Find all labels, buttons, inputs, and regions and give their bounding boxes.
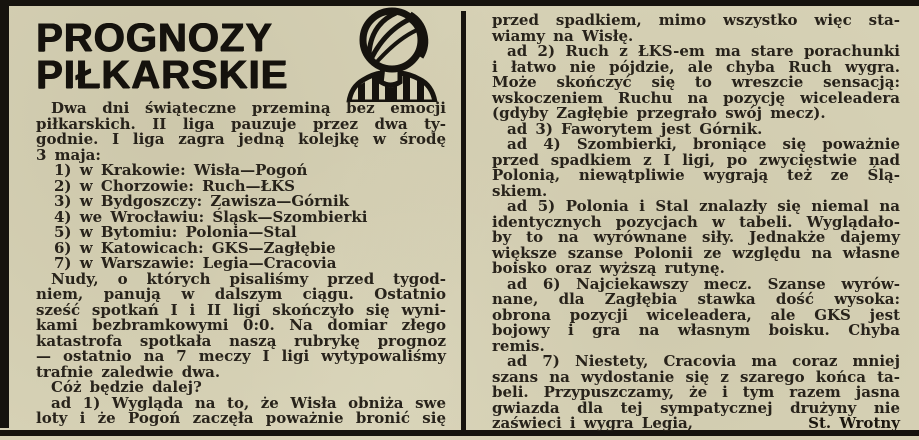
headline-line-1: PROGNOZY [36,16,273,60]
article-line: identycznych pozycjach w tabeli. Wyglądało- [492,212,900,231]
article-line: 3 maja: [36,145,101,164]
article-line: obrona pozycji wiceleadera, ale GKS jest [492,305,900,324]
article-line: trafnie zaledwie dwa. [36,362,221,381]
article-line: godnie. I liga zagra jedną kolejkę w środę [36,130,446,148]
column-divider-rule [461,11,466,431]
article-line: gwiazda dla tej sympatycznej drużyny nie [492,398,900,417]
article-line: bojowy i gra na własnym boisku. Chyba [492,321,900,339]
article-line: 6) w Katowicach: GKS—Zagłębie [54,238,336,257]
article-line: by to na wyrównane siły. Jednakże dajemy [492,228,900,246]
article-line: 4) we Wrocławiu: Śląsk—Szombierki [54,207,368,226]
article-line: i łatwo nie pójdzie, ale chyba Ruch wygra. [492,57,900,76]
article-line: (gdyby Zagłębie przegrało swój mecz). [492,104,826,122]
page-title [36,16,289,97]
clipping-border-top [0,0,919,6]
article-line: katastrofa spotkała naszą rubrykę prognoz [36,331,446,350]
article-column-right-lines [492,13,900,416]
article-line: 3) w Bydgoszczy: Zawisza—Górnik [54,192,350,210]
closing-text: zaświeci i wygra Legia, [492,414,693,432]
article-line: Nudy, o których pisaliśmy przed tygod- [51,269,446,288]
article-column-right [492,13,900,432]
article-line: 5) w Bytomiu: Polonia—Stal [54,223,297,241]
author-signature: St. Wrotny [808,414,900,432]
article-line: ad 5) Polonia i Stal znalazły się niemal na [507,197,900,215]
article-line: szans na wydostanie się z szarego końca ta- [492,367,900,386]
article-line: przed spadkiem z I ligi, po zwycięstwie nad [492,150,900,169]
article-line: boisko oraz wyższą rutynę. [492,259,725,277]
footballer-back-icon [346,4,438,102]
headline-line-2: PIŁKARSKIE [36,53,289,97]
article-line: beli. Przypuszczamy, że i tym razem jasna [492,383,900,401]
article-line: 7) w Warszawie: Legia—Cracovia [54,254,337,272]
article-line: 2) w Chorzowie: Ruch—ŁKS [54,176,296,195]
article-line: ad 6) Najciekawszy mecz. Szanse wyrów- [507,274,900,293]
article-line: sześć spotkań I i II ligi skończyło się wyni- [36,300,446,319]
article-line: niem, panują w dalszym ciągu. Ostatnio [36,285,446,303]
article-line: Cóż będzie dalej? [51,378,202,396]
article-line: ad 2) Ruch z ŁKS-em ma stare porachunki [507,42,900,60]
article-line: wskoczeniem Ruchu na pozycję wiceleadera [492,88,900,107]
clipping-border-left [0,0,9,428]
article-line: większe szanse Polonii ze względu na własne [492,243,900,262]
article-line: skiem. [492,181,548,200]
article-line: ad 7) Niestety, Cracovia ma coraz mniej [507,352,900,370]
article-line: przed spadkiem, mimo wszystko więc sta- [492,11,900,29]
article-line: nane, dla Zagłębia stawka dość wysoka: [492,290,900,308]
article-line: wiamy na Wisłę. [492,26,634,45]
article-line: ad 4) Szombierki, broniące się poważnie [507,135,900,153]
article-line: 1) w Krakowie: Wisła—Pogoń [54,161,308,179]
article-line: ad 1) Wygląda na to, że Wisła obniża swe [51,393,446,412]
article-line: Może skończyć się to wreszcie sensacją: [492,73,900,91]
article-line: — ostatnio na 7 meczy I ligi wytypowaliśmy [36,347,446,365]
article-line: loty i że Pogoń zaczęła poważnie bronić się [36,409,446,427]
article-line: kami bezbramkowymi 0:0. Na domiar złego [36,316,446,334]
article-line: piłkarskich. II liga pauzuje przez dwa ty- [36,114,446,133]
closing-line [492,416,900,432]
article-line: remis. [492,336,545,355]
article-line: Polonią, niewątpliwie wygrają też ze Ślą- [492,166,900,184]
article-line: ad 3) Faworytem jest Górnik. [507,119,763,138]
article-column-left [36,101,446,427]
article-line: Dwa dni świąteczne przeminą bez emocji [51,99,446,117]
